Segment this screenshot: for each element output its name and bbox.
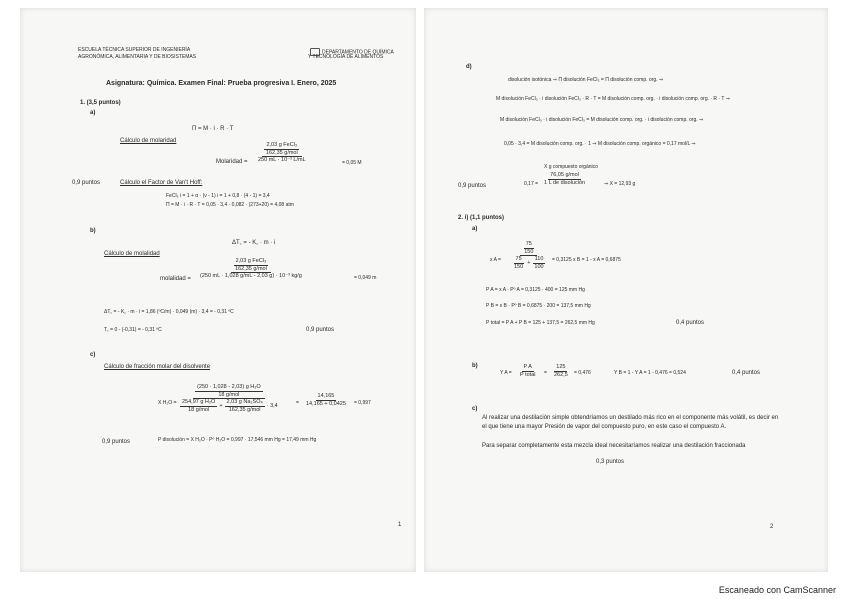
molality-result: = 0,049 m xyxy=(354,275,377,281)
isotonic-line-3: M disolución FeCl₃ · i disolución FeCl₃ = M disolución comp. org. · i disolución comp. org. ⇒ xyxy=(500,117,704,123)
mole-fraction-result: = 0,997 xyxy=(354,400,371,406)
points-part-2a: 0,4 puntos xyxy=(676,320,705,326)
department-name-line-2: Y TECNOLOGÍA DE ALIMENTOS xyxy=(308,54,384,60)
xa-prefix: x A = xyxy=(490,257,501,263)
molality-prefix: molalidad = xyxy=(160,276,191,282)
mole-fraction-simplified: $\frac{14,165}{14,165 + 0,0425}$ xyxy=(306,393,346,407)
exam-page-2: d) disolución isotónica ⇒ Π disolución FeCl₃ = Π disolución comp. org. ⇒ M disolución FeCl₃ · i disolución FeCl₃ · R · T = M disolución comp. org. · i disolución comp. org. · R · T ⇒ M disolución FeCl₃ · i disolución FeCl₃ = M disolución comp. org. · i disolución comp. org. ⇒ 0,05 · 3,4 = M disolución comp. org. · 1 ⇒ M disolución comp. orgánico = 0,17 mol/L ⇒ X g compuesto orgánico 0,17 = 76,05 g/mol 1 L de disolución ⇒ X = 12,93 g 0,9 puntos 2. i) (1,1 puntos) a) x A = $\frac{75}{150}$ $\frac{75}{150}$ + $\frac{110}{100}$ = 0,3125 x B = 1 - x A = 0,6875 P A = x A · Pº A = 0,3125 · 400 = 125 mm Hg P B = x B · Pº B = 0,6875 · 200 = 137,5 mm Hg P total = P A + P B = 125 + 137,5 = 262,5 mm Hg 0,4 puntos b) Y A = P A P total = $\frac{125}{262,5}$ = 0,476 Y B = 1 - Y A = 1 - 0,476 = 0,524 0,4 puntos c) Al realizar una destilación simple obtendríamos un destilado más rico en el componente más volátil, es decir en el que tiene una mayor Presión de vapor del compuesto puro, en este caso el compuesto A. Para separar completamente esta mezcla ideal necesitaríamos realizar una destilación fraccionada 0,3 puntos 2 xyxy=(424,8,828,572)
osmotic-pressure-result: Π = M · i · R · T = 0,05 · 3,4 · 0,082 · (273+20) = 4,08 atm xyxy=(166,202,294,208)
page-number-2: 2 xyxy=(770,524,774,530)
xa-fraction: $\frac{75}{150}$ $\frac{75}{150}$ + $\frac{110}{100}$ xyxy=(514,241,544,270)
points-part-b: 0,9 puntos xyxy=(306,327,335,333)
yb-result: Y B = 1 - Y A = 1 - 0,476 = 0,524 xyxy=(614,370,686,376)
molarity-prefix: Molaridad = xyxy=(216,159,248,165)
partial-pressure-b: P B = x B · Pº B = 0,6875 · 200 = 137,5 mm Hg xyxy=(486,303,591,309)
molarity-result: = 0,05 M xyxy=(342,160,362,166)
isotonic-line-4: 0,05 · 3,4 = M disolución comp. org. · 1 ⇒ M disolución comp. orgánico = 0,17 mol/L ⇒ xyxy=(504,141,696,147)
points-part-2b: 0,4 puntos xyxy=(732,370,761,376)
ya-prefix: Y A = xyxy=(500,370,512,376)
part-a-label: a) xyxy=(90,110,96,116)
mole-fraction-water-term: $\frac{\text{254,97 g H₂O}}{\text{18 g/mol}}$ xyxy=(182,399,216,413)
molality-fraction: $\frac{\text{2,03 g FeCl₃}}{\text{162,35 g/mol}}$ (250 mL · 1,028 g/mL - 2,03 g) · 10⁻³ kg/g xyxy=(200,258,302,280)
osmotic-pressure-equation: Π = M · i · R · T xyxy=(192,126,234,132)
points-part-2c: 0,3 puntos xyxy=(596,459,625,465)
mole-fraction-numerator: $\frac{\text{(250 · 1,028 - 2,03) g H₂O}}{\text{18 g/mol}}$ xyxy=(197,384,261,398)
points-part-c: 0,9 puntos xyxy=(102,439,131,445)
mole-fraction-prefix: X H₂O = xyxy=(158,400,177,406)
total-pressure: P total = P A + P B = 125 + 137,5 = 262,5 mm Hg xyxy=(486,320,595,326)
part-b-label: b) xyxy=(90,228,96,234)
vanthoff-calculation: FeCl₃ i = 1 + α · (ν - 1) i = 1 + 0,8 · (4 - 1) = 3,4 xyxy=(166,193,270,199)
ya-fraction-values: $\frac{125}{262,5}$ xyxy=(554,364,568,378)
vapor-pressure-result: P disolución = X H₂O · Pº H₂O = 0,997 · 17,546 mm Hg = 17,49 mm Hg xyxy=(158,437,317,443)
vanthoff-label: Cálculo el Factor de Van't Hoff: xyxy=(120,180,203,186)
molarity-fraction: $\frac{\text{2,03 g FeCl₃}}{\text{162,35 g/mol}}$ 250 mL · 10⁻³ L/mL xyxy=(258,142,306,164)
mass-result: ⇒ X = 12,93 g xyxy=(604,181,636,187)
part-c-label: c) xyxy=(90,352,96,358)
exam-title: Asignatura: Química. Examen Final: Prueba progresiva I. Enero, 2025 xyxy=(106,80,337,87)
ya-result: = 0,476 xyxy=(574,370,591,376)
mass-top-label: X g compuesto orgánico xyxy=(544,164,598,170)
points-part-d: 0,9 puntos xyxy=(458,183,487,189)
xa-numerator: $\frac{75}{150}$ xyxy=(524,241,534,255)
page-number-1: 1 xyxy=(398,522,402,528)
molarity-label: Cálculo de molaridad xyxy=(120,138,177,144)
exam-page-1: ESCUELA TÉCNICA SUPERIOR DE INGENIERÍA AGRONÓMICA, ALIMENTARIA Y DE BIOSISTEMAS DEPARTAMENTO DE QUÍMICA Y TECNOLOGÍA DE ALIMENTOS Asignatura: Química. Examen Final: Prueba progresiva I. Enero, 2025 1. (3,5 puntos) a) Π = M · i · R · T Cálculo de molaridad Molaridad = $\frac{\text{2,03 g FeCl₃}}{\text{162,35 g/mol}}$ 250 mL · 10⁻³ L/mL = 0,05 M 0,9 puntos Cálculo el Factor de Van't Hoff: FeCl₃ i = 1 + α · (ν - 1) i = 1 + 0,8 · (4 - 1) = 3,4 Π = M · i · R · T = 0,05 · 3,4 · 0,082 · (273+20) = 4,08 atm b) ΔT꜀ = - K꜀ · m · i Cálculo de molalidad molalidad = $\frac{\text{2,03 g FeCl₃}}{\text{162,35 g/mol}}$ (250 mL · 1,028 g/mL - 2,03 g) · 10⁻³ kg/g = 0,049 m ΔT꜀ = - K꜀ · m · i = 1,86 (ºC/m) · 0,049 (m) · 3,4 = - 0,31 ºC T꜀ = 0 - (-0,31) = - 0,31 ºC 0,9 puntos c) Cálculo de fracción molar del disolvente X H₂O = $\frac{\text{(250 · 1,028 - 2,03) g H₂O}}{\text{18 g/mol}}$ $\frac{\text{254,97 g H₂O}}{\text{18 g/mol}}$ + $\frac{\text{2,03 g Na₂SO₄}}{\text{162,35 g/mol}}$ · 3,4 = $\frac{14,165}{14,165 + 0,0425}$ = 0,997 0,9 puntos P disolución = X H₂O · Pº H₂O = 0,997 · 17,546 mm Hg = 17,49 mm Hg 1 xyxy=(20,8,416,572)
question-1-heading: 1. (3,5 puntos) xyxy=(80,100,121,106)
school-name-line-2: AGRONÓMICA, ALIMENTARIA Y DE BIOSISTEMAS xyxy=(78,54,197,60)
ya-fraction-pressures: P A P total xyxy=(520,364,536,378)
isotonic-line-2: M disolución FeCl₃ · i disolución FeCl₃ · R · T = M disolución comp. org. · i disolución comp. org. · R · T ⇒ xyxy=(496,96,730,102)
xa-denominator-b: $\frac{110}{100}$ xyxy=(534,256,544,270)
molality-label: Cálculo de molalidad xyxy=(104,251,160,257)
part-2a-label: a) xyxy=(472,226,478,232)
freezing-point-depression: ΔT꜀ = - K꜀ · m · i = 1,86 (ºC/m) · 0,049 (m) · 3,4 = - 0,31 ºC xyxy=(104,309,234,315)
question-2-heading: 2. i) (1,1 puntos) xyxy=(458,215,505,221)
mass-fraction: 76,05 g/mol 1 L de disolución xyxy=(544,172,586,186)
part-2b-label: b) xyxy=(472,363,478,369)
mole-fraction-big-fraction: $\frac{\text{(250 · 1,028 - 2,03) g H₂O}}{\text{18 g/mol}}$ $\frac{\text{254,97 g H₂O}}{\text{18 g/mol}}$ + $\frac{\text{2,03 g Na₂SO₄}}{\text{162,35 g/mol}}$ · 3,4 xyxy=(182,384,278,413)
freezing-point-equation: ΔT꜀ = - K꜀ · m · i xyxy=(232,240,276,246)
fractional-distillation-note: Para separar completamente esta mezcla ideal necesitaríamos realizar una destilación fraccionada xyxy=(482,443,746,449)
department-name-line-1: DEPARTAMENTO DE QUÍMICA xyxy=(310,48,394,56)
molarity-inner-fraction: $\frac{\text{2,03 g FeCl₃}}{\text{162,35 g/mol}}$ xyxy=(265,142,298,156)
mole-fraction-salt-term: $\frac{\text{2,03 g Na₂SO₄}}{\text{162,35 g/mol}}$ xyxy=(226,399,263,413)
distillation-explanation: Al realizar una destilación simple obtendríamos un destilado más rico en el componente más volátil, es decir en el que tiene una mayor Presión de vapor del compuesto puro, en este caso el compuesto A. xyxy=(482,415,779,430)
school-name-line-1: ESCUELA TÉCNICA SUPERIOR DE INGENIERÍA xyxy=(78,47,191,53)
part-2c-label: c) xyxy=(472,406,478,412)
xa-result: = 0,3125 x B = 1 - x A = 0,6875 xyxy=(552,257,621,263)
mole-fraction-label: Cálculo de fracción molar del disolvente xyxy=(104,364,211,370)
partial-pressure-a: P A = x A · Pº A = 0,3125 · 400 = 125 mm Hg xyxy=(486,287,585,293)
xa-denominator-a: $\frac{75}{150}$ xyxy=(514,256,524,270)
molality-inner-fraction: $\frac{\text{2,03 g FeCl₃}}{\text{162,35 g/mol}}$ xyxy=(235,258,267,272)
points-part-a: 0,9 puntos xyxy=(72,180,101,186)
mass-prefix: 0,17 = xyxy=(524,181,539,187)
freezing-temperature: T꜀ = 0 - (-0,31) = - 0,31 ºC xyxy=(104,327,162,333)
part-d-label: d) xyxy=(466,64,472,70)
isotonic-line-1: disolución isotónica ⇒ Π disolución FeCl₃ = Π disolución comp. org. ⇒ xyxy=(508,77,664,83)
scanner-watermark: Escaneado con CamScanner xyxy=(718,585,836,595)
